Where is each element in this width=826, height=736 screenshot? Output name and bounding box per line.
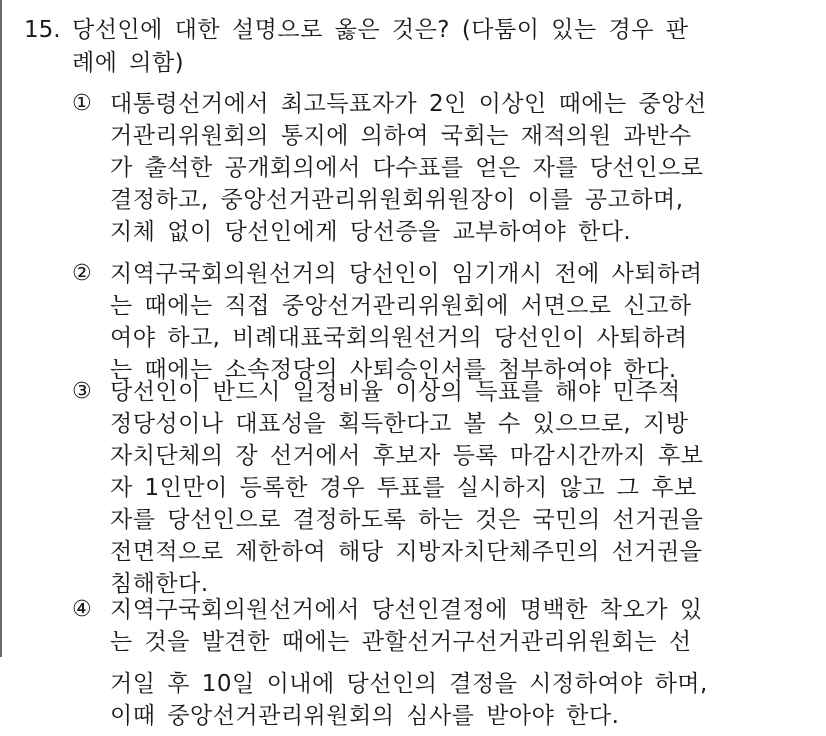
option-text-line: 이때 중앙선거관리위원회의 심사를 받아야 한다.	[110, 703, 620, 729]
option-text-line: 여야 하고, 비례대표국회의원선거의 당선인이 사퇴하려	[110, 325, 688, 351]
option-text-line: 정당성이나 대표성을 획득한다고 볼 수 있으므로, 지방	[110, 411, 689, 437]
option-text-line: 자 1인만이 등록한 경우 투표를 실시하지 않고 그 후보	[110, 475, 697, 501]
option-marker: ③	[72, 379, 92, 404]
option-marker: ②	[72, 261, 92, 286]
option-text-line: 는 때에는 소속정당의 사퇴승인서를 첨부하여야 한다.	[110, 357, 677, 383]
option-marker: ④	[72, 597, 92, 622]
option-text-line: 는 것을 발견한 때에는 관할선거구선거관리위원회는 선	[110, 629, 692, 655]
question-number: 15.	[24, 17, 61, 43]
left-border	[0, 0, 2, 657]
option-text-line: 가 출석한 공개회의에서 다수표를 얻은 자를 당선인으로	[110, 155, 704, 181]
option-text-line: 지역구국회의원선거의 당선인이 임기개시 전에 사퇴하려	[110, 261, 703, 287]
option-text-line: 지역구국회의원선거에서 당선인결정에 명백한 착오가 있	[110, 597, 703, 623]
option-text-line: 침해한다.	[110, 571, 209, 597]
option-marker: ①	[72, 91, 92, 116]
option-text-line: 당선인이 반드시 일정비율 이상의 득표를 해야 민주적	[110, 379, 681, 405]
option-text-line: 지체 없이 당선인에게 당선증을 교부하여야 한다.	[110, 219, 632, 245]
option-text-line: 자치단체의 장 선거에서 후보자 등록 마감시간까지 후보	[110, 443, 704, 469]
option-text-line: 자를 당선인으로 결정하도록 하는 것은 국민의 선거권을	[110, 507, 704, 533]
option-text-line: 대통령선거에서 최고득표자가 2인 이상인 때에는 중앙선	[110, 91, 707, 117]
option-text-line: 전면적으로 제한하여 해당 지방자치단체주민의 선거권을	[110, 539, 703, 565]
option-text-line: 거일 후 10일 이내에 당선인의 결정을 시정하여야 하며,	[110, 671, 708, 697]
option-text-line: 결정하고, 중앙선거관리위원회위원장이 이를 공고하며,	[110, 187, 684, 213]
question-text-line: 당선인에 대한 설명으로 옳은 것은? (다툼이 있는 경우 판	[72, 17, 689, 43]
question-text-line: 례에 의함)	[72, 50, 185, 76]
option-text-line: 거관리위원회의 통지에 의하여 국회는 재적의원 과반수	[110, 123, 692, 149]
option-text-line: 는 때에는 직접 중앙선거관리위원회에 서면으로 신고하	[110, 293, 692, 319]
